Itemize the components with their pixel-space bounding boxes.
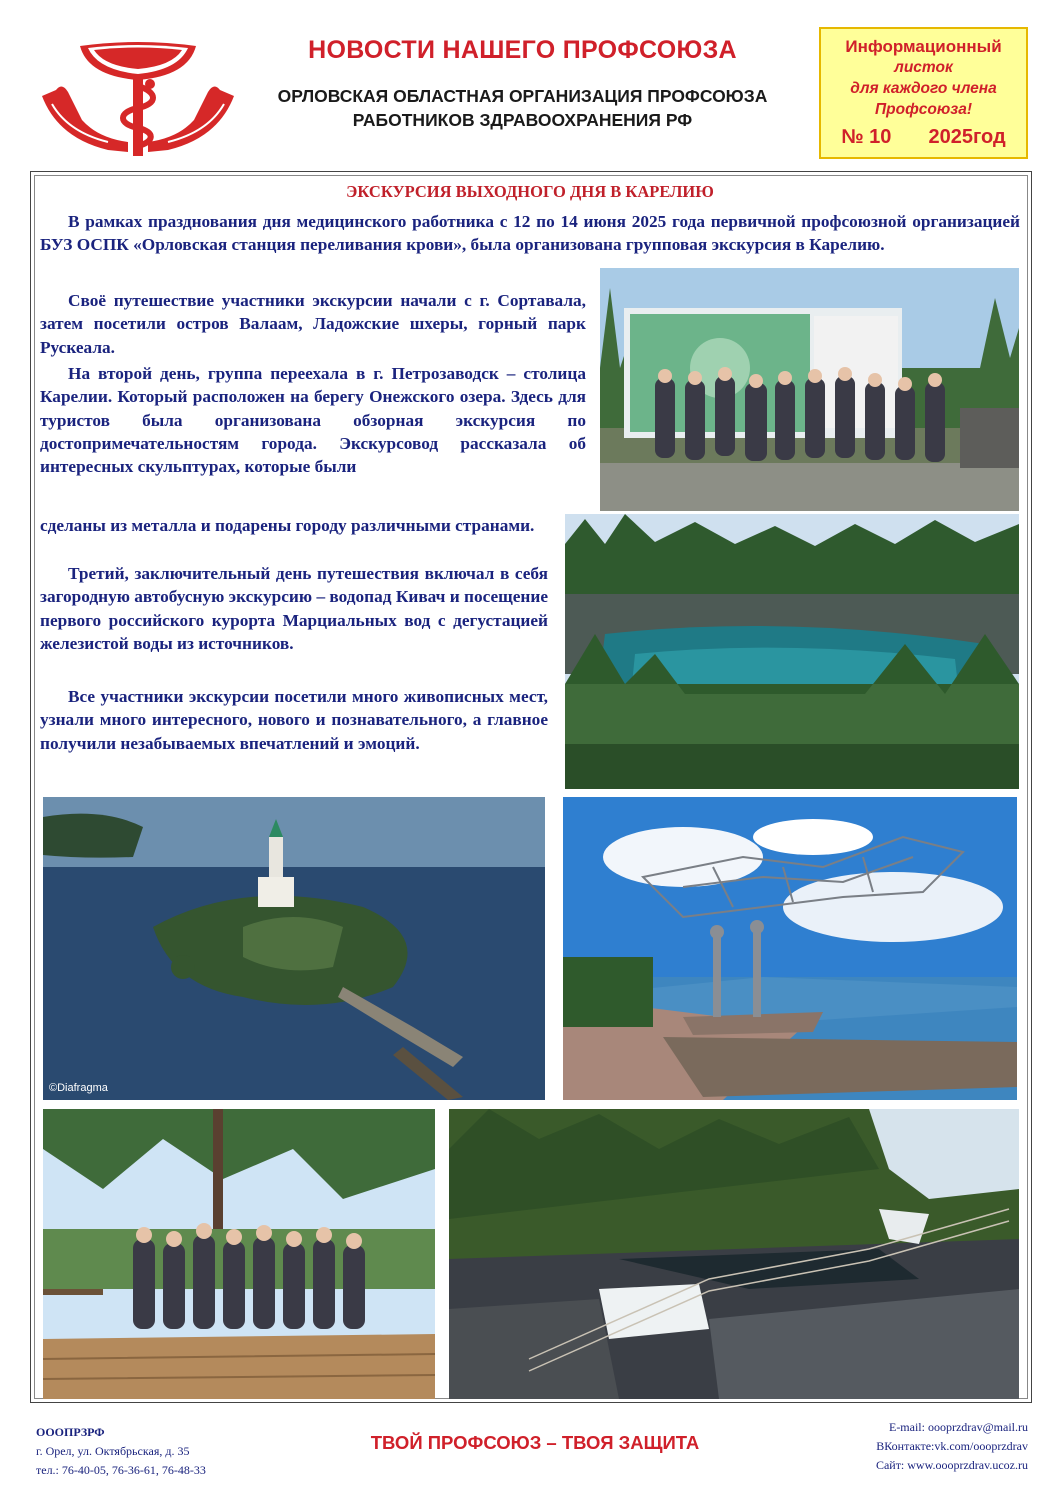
photo-marble-canyon (565, 514, 1019, 789)
footer-address: г. Орел, ул. Октябрьская, д. 35 (36, 1444, 190, 1458)
photo-group-deck (43, 1109, 435, 1399)
article-paragraph-3a: На второй день, группа переехала в г. Петрозаводск – столица Карелии. Который расположен на берегу Онежского озера. Здесь для туристов была организована обзорная экскурсия по достопримечательностям города. Экскурсовод рассказала об интересных скульптурах, которые были (40, 364, 586, 477)
photo-watermark: ©Diafragma (49, 1082, 108, 1094)
article-paragraph-3b: сделаны из металла и подарены городу различными странами. (40, 516, 535, 535)
issue-line (821, 126, 1026, 149)
info-line-3: для каждого члена (850, 80, 997, 97)
footer-contacts-left (36, 1423, 206, 1480)
photo-valaam-island (43, 797, 545, 1100)
info-line-4: Профсоюза! (875, 101, 972, 118)
article-title: ЭКСКУРСИЯ ВЫХОДНОГО ДНЯ В КАРЕЛИЮ (346, 182, 714, 201)
footer-contacts-right (876, 1418, 1028, 1475)
article-intro: В рамках празднования дня медицинского работника с 12 по 14 июня 2025 года первичной профсоюзной организацией БУЗ ОСПК «Орловская станция переливания крови», была организована групповая экскурсия в Карелию. (40, 212, 1020, 255)
org-line-2: РАБОТНИКОВ ЗДРАВООХРАНЕНИЯ РФ (352, 110, 693, 130)
article-paragraph-2: Своё путешествие участники экскурсии начали с г. Сортавала, затем посетили остров Валаам, Ладожские шхеры, горный парк Рускеала. (40, 291, 586, 357)
article-paragraph-4: Третий, заключительный день путешествия включал в себя загородную автобусную экскурсию – водопад Кивач и посещение первого российского курорта Марциальных вод с дегустацией железистой воды из источников. (40, 564, 548, 653)
photo-sculpture-embankment (563, 797, 1017, 1100)
info-line-1: Информационный (845, 37, 1002, 56)
article-paragraph-5: Все участники экскурсии посетили много живописных мест, узнали много интересного, нового и познавательного, а главное получили незабываемых впечатлений и эмоций. (40, 687, 548, 753)
photo-kivach-waterfall (449, 1109, 1019, 1399)
union-logo (38, 28, 238, 168)
footer-phones: тел.: 76-40-05, 76-36-61, 76-48-33 (36, 1463, 206, 1477)
footer-org: ОООПРЗРФ (36, 1425, 105, 1439)
footer-vk[interactable]: ВКонтакте:vk.com/oooprzdrav (876, 1439, 1028, 1453)
info-line-2: листок (894, 59, 953, 76)
organization-name (250, 84, 795, 132)
footer-email[interactable]: E-mail: oooprzdrav@mail.ru (888, 1420, 1028, 1434)
newsletter-title: НОВОСТИ НАШЕГО ПРОФСОЮЗА (308, 36, 737, 64)
org-line-1: ОРЛОВСКАЯ ОБЛАСТНАЯ ОРГАНИЗАЦИЯ ПРОФСОЮЗА (277, 86, 768, 106)
footer-slogan: ТВОЙ ПРОФСОЮЗ – ТВОЯ ЗАЩИТА (370, 1432, 700, 1453)
photo-group-park-map (600, 268, 1019, 511)
info-box (819, 27, 1028, 159)
issue-year: 2025год (928, 126, 1006, 148)
footer-site[interactable]: Сайт: www.oooprzdrav.ucoz.ru (875, 1458, 1028, 1472)
issue-number: № 10 (841, 126, 892, 148)
